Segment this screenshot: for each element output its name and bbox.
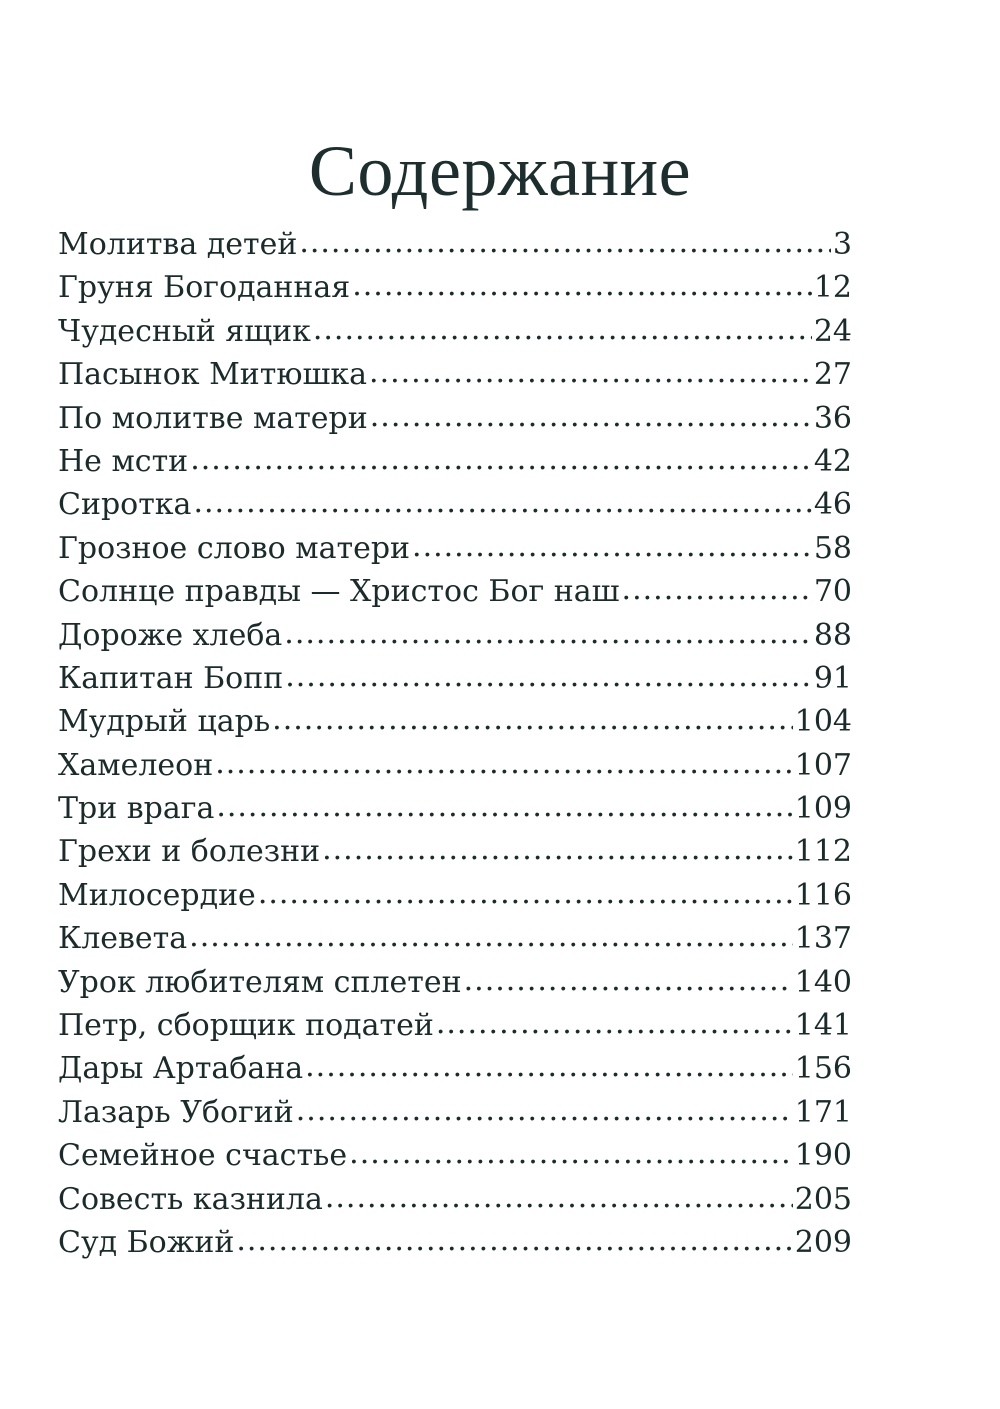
toc-entry-title: Совесть казнила — [58, 1181, 323, 1217]
toc-entry-title: Грехи и болезни — [58, 834, 321, 870]
toc-entry-page-number: 107 — [794, 747, 852, 783]
toc-entry-page-number: 205 — [794, 1181, 852, 1217]
toc-dot-leader — [369, 354, 812, 384]
toc-entry-page-number: 141 — [794, 1008, 852, 1044]
toc-entry — [58, 830, 852, 873]
toc-entry — [58, 744, 852, 787]
toc-entry-page-number: 42 — [813, 443, 852, 479]
toc-entry-page-number: 70 — [813, 574, 852, 610]
toc-entry-title: Суд Божий — [58, 1224, 235, 1260]
toc-entry — [58, 223, 852, 266]
toc-entry-page-number: 112 — [794, 834, 852, 870]
toc-entry-title: Петр, сборщик податей — [58, 1008, 434, 1044]
toc-entry-page-number: 91 — [813, 660, 852, 696]
toc-entry — [58, 1178, 852, 1221]
toc-entry — [58, 353, 852, 396]
toc-entry-title: Милосердие — [58, 877, 256, 913]
toc-entry-title: Пасынок Митюшка — [58, 357, 368, 393]
page-title: Содержание — [308, 131, 692, 212]
toc-entry — [58, 397, 852, 440]
toc-entry-page-number: 88 — [813, 617, 852, 653]
toc-entry-title: Дороже хлеба — [58, 617, 283, 653]
toc-entry-page-number: 140 — [794, 964, 852, 1000]
toc-entry-title: Дары Артабана — [58, 1051, 304, 1087]
toc-entry-page-number: 190 — [794, 1138, 852, 1174]
toc-entry — [58, 527, 852, 570]
toc-entry-title: Солнце правды — Христос Бог наш — [58, 574, 620, 610]
toc-entry-page-number: 171 — [794, 1094, 852, 1130]
toc-entry-page-number: 36 — [813, 400, 852, 436]
toc-dot-leader — [193, 484, 811, 514]
toc-dot-leader — [236, 1222, 792, 1252]
toc-entry-title: Хамелеон — [58, 747, 214, 783]
toc-dot-leader — [622, 571, 812, 601]
toc-entry — [58, 440, 852, 483]
toc-dot-leader — [299, 224, 831, 254]
toc-entry-title: Не мсти — [58, 443, 189, 479]
toc-entry — [58, 310, 852, 353]
toc-entry-page-number: 46 — [813, 487, 852, 523]
toc-entry-title: Сиротка — [58, 487, 192, 523]
toc-entry — [58, 614, 852, 657]
toc-entry — [58, 1134, 852, 1177]
toc-entry-title: Груня Богоданная — [58, 270, 351, 306]
toc-dot-leader — [215, 745, 793, 775]
toc-entry — [58, 1004, 852, 1047]
toc-entry-page-number: 137 — [794, 921, 852, 957]
toc-entry-title: Капитан Бопп — [58, 660, 284, 696]
toc-dot-leader — [284, 615, 812, 645]
toc-dot-leader — [296, 1092, 793, 1122]
toc-dot-leader — [258, 875, 793, 905]
toc-dot-leader — [370, 398, 812, 428]
toc-entry — [58, 874, 852, 917]
toc-entry — [58, 1221, 852, 1264]
toc-entry-page-number: 58 — [813, 530, 852, 566]
toc-dot-leader — [189, 918, 793, 948]
toc-entry — [58, 483, 852, 526]
toc-entry — [58, 657, 852, 700]
toc-entry-page-number: 109 — [794, 791, 852, 827]
toc-entry — [58, 917, 852, 960]
toc-dot-leader — [436, 1005, 793, 1035]
toc-entry-page-number: 116 — [794, 877, 852, 913]
toc-dot-leader — [349, 1135, 793, 1165]
toc-entry-title: Чудесный ящик — [58, 313, 311, 349]
toc-dot-leader — [412, 528, 812, 558]
toc-entry-title: Молитва детей — [58, 227, 298, 262]
toc-entry-title: Мудрый царь — [58, 704, 271, 740]
toc-entry-title: Грозное слово матери — [58, 530, 411, 566]
toc-dot-leader — [352, 267, 812, 297]
toc-entry-title: Семейное счастье — [58, 1138, 348, 1174]
toc-entry — [58, 787, 852, 830]
toc-dot-leader — [325, 1179, 793, 1209]
toc-entry-title: По молитве матери — [58, 400, 368, 436]
toc-entry-page-number: 12 — [813, 270, 852, 306]
toc-dot-leader — [216, 788, 792, 818]
toc-entry — [58, 700, 852, 743]
toc-dot-leader — [313, 311, 812, 341]
toc-entry-title: Три врага — [58, 791, 215, 827]
toc-entry — [58, 570, 852, 613]
toc-entry-page-number: 156 — [794, 1051, 852, 1087]
toc-dot-leader — [322, 831, 793, 861]
toc-entry-page-number: 24 — [813, 313, 852, 349]
toc-dot-leader — [190, 441, 812, 471]
toc-dot-leader — [285, 658, 812, 688]
toc-entry-title: Лазарь Убогий — [58, 1094, 294, 1130]
toc-entry — [58, 1047, 852, 1090]
toc-entry-title: Клевета — [58, 921, 188, 957]
toc-entry-title: Урок любителям сплетен — [58, 964, 462, 1000]
toc-dot-leader — [272, 701, 793, 731]
toc-entry — [58, 1091, 852, 1134]
toc-entry-page-number: 209 — [794, 1224, 852, 1260]
toc-entry — [58, 266, 852, 309]
toc-dot-leader — [305, 1048, 793, 1078]
toc-entry — [58, 961, 852, 1004]
toc-entry-page-number: 104 — [794, 704, 852, 740]
toc-dot-leader — [464, 962, 793, 992]
toc-entry-page-number: 3 — [832, 227, 852, 262]
toc-entry-page-number: 27 — [813, 357, 852, 393]
table-of-contents — [58, 223, 852, 1264]
